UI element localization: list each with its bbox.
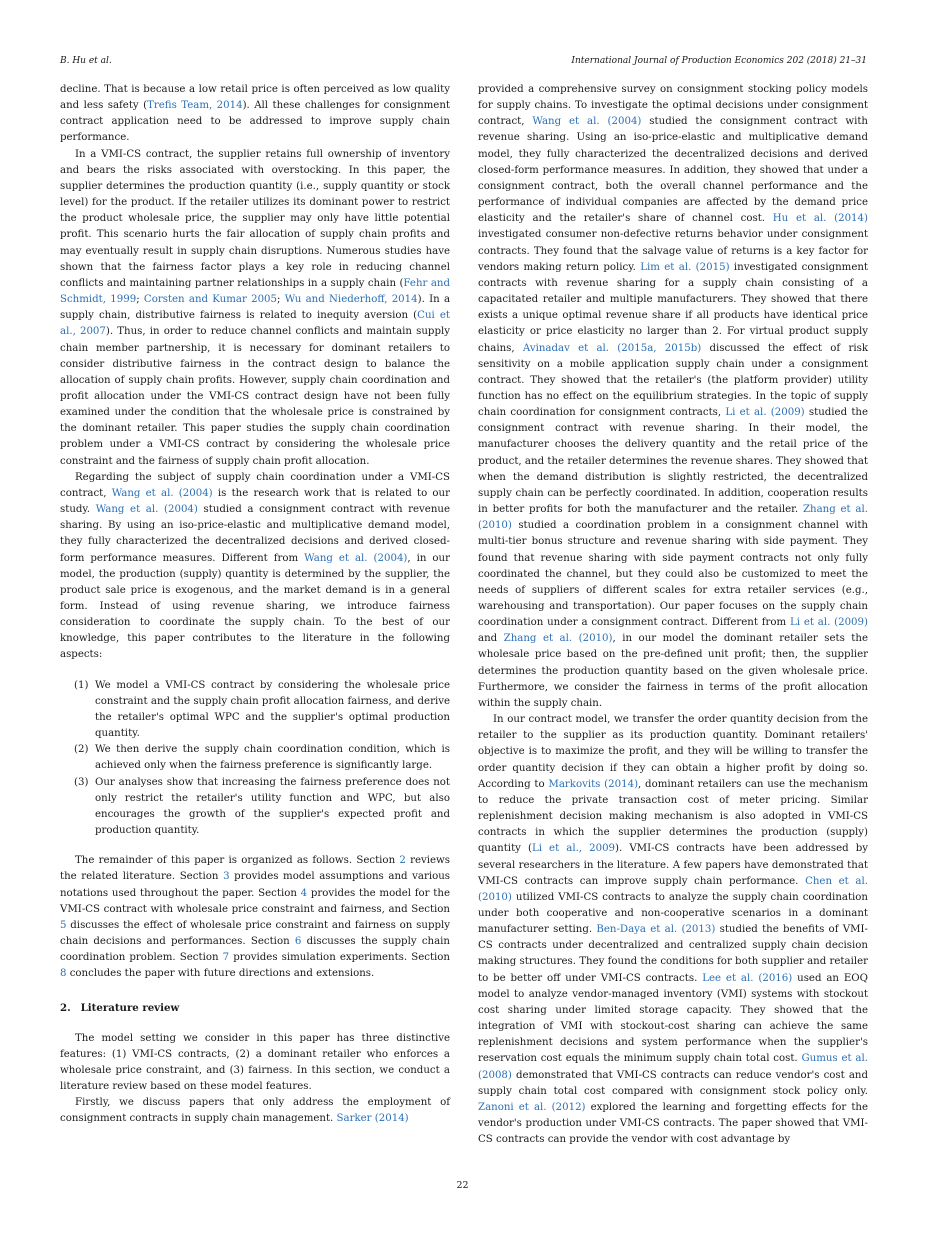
citation-link[interactable]: Wang et al. (2004): [95, 504, 198, 516]
list-item: (1) We model a VMI-CS contract by considering the wholesale price constraint and the supply chain profit allocation fairness, and derive the retailer's optimal WPC and the supplier's optimal production quantity.: [74, 679, 450, 740]
section-link[interactable]: 4: [300, 887, 308, 899]
citation-link[interactable]: Lim et al. (2015): [640, 261, 730, 273]
paragraph: The remainder of this paper is organized as follows. Section 2 reviews the related literature. Section 3 provides model assumptions and various notations used throughout the paper. Section 4 provides the model for the VMI-CS contract with wholesale price constraint and fairness, and Section 5 discusses the effect of wholesale price constraint and fairness on supply chain decisions and performances. Section 6 discusses the supply chain coordination problem. Section 7 provides simulation experiments. Section 8 concludes the paper with future directions and extensions.: [60, 855, 450, 980]
citation-link[interactable]: Ben-Daya et al. (2013): [596, 924, 716, 936]
citation-link[interactable]: Cui et al., 2007: [60, 310, 450, 338]
paragraph: Regarding the subject of supply chain coordination under a VMI-CS contract, Wang et al. (2004) is the research work that is related to our study. Wang et al. (2004) studied a consignment contract with revenue sharing. By using an iso-price-elastic and multiplicative demand model, they fully characterized the decentralized decisions and derived closed-form performance measures. Different from Wang et al. (2004), in our model, the production (supply) quantity is determined by the supplier, the product sale price is exogenous, and the market demand is in a general form. Instead of using revenue sharing, we introduce fairness consideration to coordinate the supply chain. To the best of our knowledge, this paper contributes to the literature in the following aspects:: [60, 471, 450, 661]
citation-link[interactable]: Lee et al. (2016): [702, 972, 793, 984]
section-link[interactable]: 7: [222, 952, 230, 964]
citation-link[interactable]: Avinadav et al. (2015a, 2015b): [522, 342, 702, 354]
paragraph: decline. That is because a low retail price is often perceived as low quality and less safety (Trefis Team, 2014). All these challenges for consignment contract application need to be addressed to improve supply chain performance.: [60, 84, 450, 144]
paragraph: In a VMI-CS contract, the supplier retains full ownership of inventory and bears the risks associated with overstocking. In this paper, the supplier determines the production quantity (i.e., supply quantity or stock level) for the product. If the retailer utilizes its dominant power to restrict the product wholesale price, the supplier may only have little potential profit. This scenario hurts the fair allocation of supply chain profits and may eventually result in supply chain disruptions. Numerous studies have shown that the fairness factor plays a key role in reducing channel conflicts and maintaining partner relationships in a supply chain (Fehr and Schmidt, 1999; Corsten and Kumar 2005; Wu and Niederhoff, 2014). In a supply chain, distributive fairness is related to inequity aversion (Cui et al., 2007). Thus, in order to reduce channel conflicts and maintain supply chain member partnership, it is necessary for dominant retailers to consider distributive fairness in the contract design to balance the allocation of supply chain profits. However, supply chain coordination and profit allocation under the VMI-CS contract design have not been fully examined under the condition that the wholesale price is constrained by the dominant retailer. This paper studies the supply chain coordination problem under a VMI-CS contract by considering the wholesale price constraint and the fairness of supply chain profit allocation.: [60, 148, 451, 467]
citation-link[interactable]: Trefis Team, 2014: [147, 100, 243, 112]
section-link[interactable]: 2: [399, 855, 406, 867]
section-link[interactable]: 8: [60, 968, 67, 980]
citation-link[interactable]: Fehr and Schmidt, 1999: [60, 277, 450, 306]
citation-link[interactable]: Zhang et al. (2010): [478, 504, 868, 532]
section-link[interactable]: 5: [60, 919, 67, 931]
citation-link[interactable]: Li et al., 2009: [531, 843, 616, 855]
running-header-authors: B. Hu et al.: [60, 56, 112, 66]
list-item: (2) We then derive the supply chain coordination condition, which is achieved only when the fairness preference is significantly large.: [74, 744, 450, 772]
paragraph: provided a comprehensive survey on consignment stocking policy models for supply chains. To investigate the optimal decisions under consignment contract, Wang et al. (2004) studied the consignment contract with revenue sharing. Using an iso-price-elastic and multiplicative demand model, they fully characterized the decentralized decisions and derived closed-form performance measures. In addition, they showed that under a consignment contract, both the overall channel performance and the performance of individual companies are affected by the demand price elasticity and the retailer's share of channel cost. Hu et al. (2014) investigated consumer non-defective returns behavior under consignment contracts. They found that the salvage value of returns is a key factor for vendors making return policy. Lim et al. (2015) investigated consignment contracts with revenue sharing for a supply chain consisting of a capacitated retailer and multiple manufacturers. They showed that there exists a unique optimal revenue share if all products have identical price elasticity or price elasticity no larger than 2. For virtual product supply chains, Avinadav et al. (2015a, 2015b) discussed the effect of risk sensitivity on a mobile application supply chain under a consignment contract. They showed that the retailer's (the platform provider) utility function has no effect on the equilibrium strategies. In the topic of supply chain coordination for consignment contracts, Li et al. (2009) studied the consignment contract with revenue sharing. In their model, the manufacturer chooses the delivery quantity and the retail price of the product, and the retailer determines the revenue shares. They showed that when the demand distribution is slightly restricted, the decentralized supply chain can be perfectly coordinated. In addition, cooperation results in better profits for both the manufacturer and the retailer. Zhang et al. (2010) studied a coordination problem in a consignment channel with multi-tier bonus structure and revenue sharing with side payment. They found that revenue sharing with side payment contracts not only fully coordinated the channel, but they could also be customized to meet the needs of suppliers of different scales for extra retailer services (e.g., warehousing and transportation). Our paper focuses on the supply chain coordination under a consignment contract. Different from Li et al. (2009) and Zhang et al. (2010), in our model the dominant retailer sets the wholesale price based on the pre-defined unit profit; then, the supplier determines the production quantity based on the given wholesale price. Furthermore, we consider the fairness in terms of the profit allocation within the supply chain.: [478, 84, 869, 709]
citation-link[interactable]: Hu et al. (2014): [772, 213, 868, 225]
page-number: 22: [456, 1180, 469, 1191]
citation-link[interactable]: Sarker (2014): [336, 1113, 409, 1125]
citation-link[interactable]: Li et al. (2009): [790, 617, 868, 629]
citation-link[interactable]: Gumus et al. (2008): [478, 1053, 868, 1081]
citation-link[interactable]: Wang et al. (2004): [111, 487, 213, 499]
citation-link[interactable]: Li et al. (2009): [725, 407, 805, 419]
citation-link[interactable]: Corsten and Kumar 2005: [143, 294, 278, 306]
list-item: (3) Our analyses show that increasing the fairness preference does not only restrict the retailer's utility function and WPC, but also encourages the growth of the supplier's expected profit and production quantity.: [74, 776, 450, 837]
citation-link[interactable]: Zhang et al. (2010): [503, 633, 613, 645]
paragraph: Firstly, we discuss papers that only address the employment of consignment contracts in supply chain management. Sarker (2014): [60, 1097, 450, 1125]
running-header-journal: International Journal of Production Economics 202 (2018) 21–31: [571, 56, 867, 66]
citation-link[interactable]: Chen et al. (2010): [478, 875, 868, 903]
citation-link[interactable]: Wu and Niederhoff, 2014: [284, 294, 418, 306]
right-column: [478, 82, 868, 1148]
contribution-list: [60, 678, 450, 840]
citation-link[interactable]: Zanoni et al. (2012): [478, 1101, 586, 1113]
section-link[interactable]: 6: [294, 935, 302, 947]
section-link[interactable]: 3: [223, 871, 230, 883]
left-column: [60, 82, 450, 1128]
citation-link[interactable]: Wang et al. (2004): [532, 116, 642, 128]
paragraph: In our contract model, we transfer the order quantity decision from the retailer to the supplier as its production quantity. Dominant retailers' objective is to maximize the profit, and they will be willing to transfer the order quantity decision if they can obtain a higher profit by doing so. According to Markovits (2014), dominant retailers can use the mechanism to reduce the private transaction cost of meter pricing. Similar replenishment decision making mechanism is also adopted in VMI-CS contracts in which the supplier determines the production (supply) quantity (Li et al., 2009). VMI-CS contracts have been addressed by several researchers in the literature. A few papers have demonstrated that VMI-CS contracts can improve supply chain performance. Chen et al. (2010) utilized VMI-CS contracts to analyze the supply chain coordination under both cooperative and non-cooperative scenarios in a dominant manufacturer setting. Ben-Daya et al. (2013) studied the benefits of VMI-CS contracts under decentralized and centralized supply chain decision making structures. They found the conditions for both supplier and retailer to be better off under VMI-CS contracts. Lee et al. (2016) used an EOQ model to analyze vendor-managed inventory (VMI) systems with stockout cost sharing under limited storage capacity. They showed that the integration of VMI with stockout-cost sharing can achieve the same replenishment decisions and system performance when the supplier's reservation cost equals the minimum supply chain total cost. Gumus et al. (2008) demonstrated that VMI-CS contracts can reduce vendor's cost and supply chain total cost compared with consignment stock policy only. Zanoni et al. (2012) explored the learning and forgetting effects for the vendor's production under VMI-CS contracts. The paper showed that VMI-CS contracts can provide the vendor with cost advantage by: [478, 714, 869, 1146]
citation-link[interactable]: Wang et al. (2004): [304, 552, 408, 564]
citation-link[interactable]: Markovits (2014): [548, 778, 639, 790]
section-heading: 2. Literature review: [60, 1002, 180, 1015]
paragraph: The model setting we consider in this paper has three distinctive features: (1) VMI-CS contracts, (2) a dominant retailer who enforces a wholesale price constraint, and (3) fairness. In this section, we conduct a literature review based on these model features.: [60, 1032, 450, 1093]
